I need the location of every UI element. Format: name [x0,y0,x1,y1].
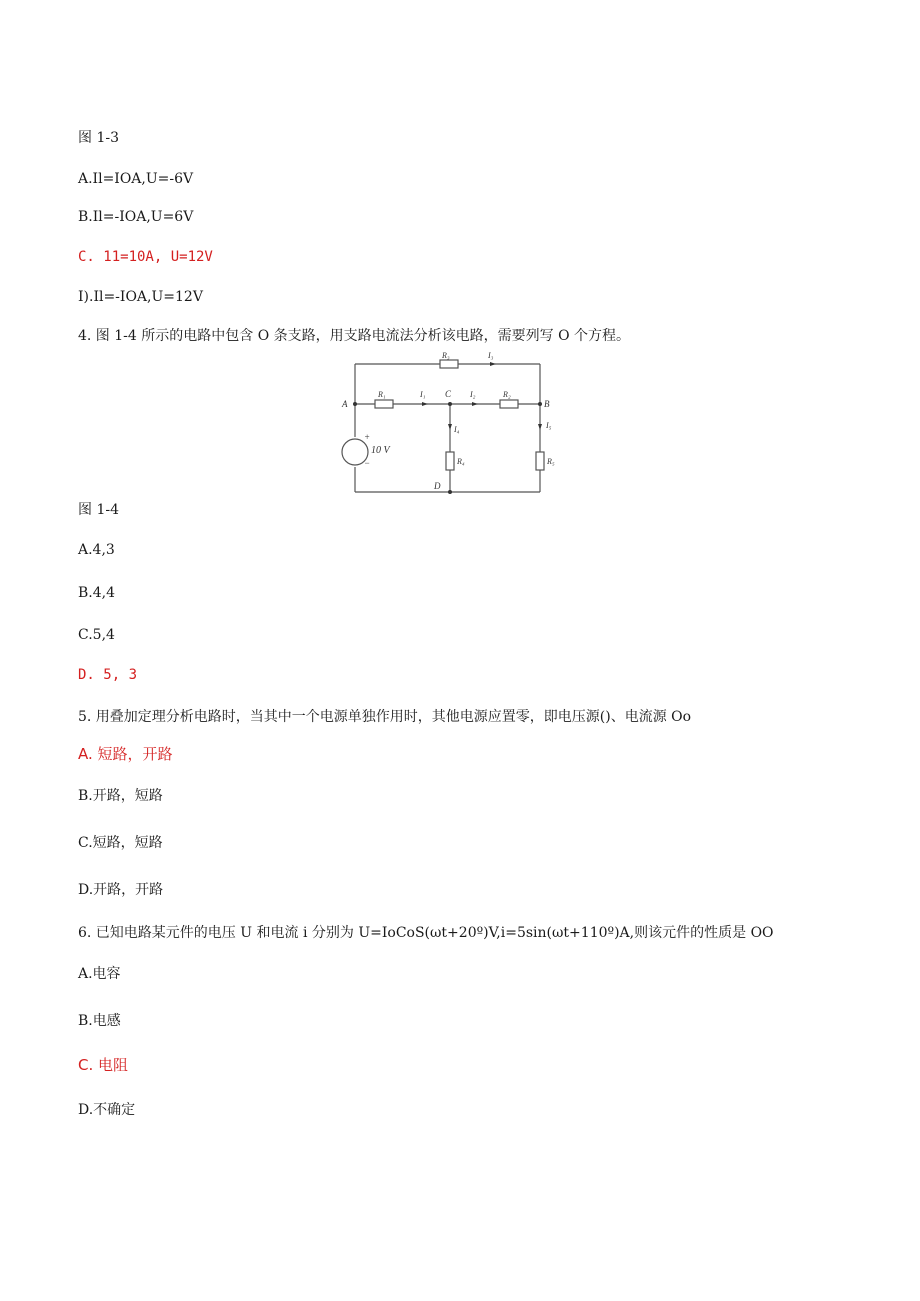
label-i1: I₁ [420,390,426,399]
q4-figure-caption: 图 1-4 [78,502,119,518]
label-r3: R₃ [442,352,450,360]
label-c: C [445,389,452,399]
node-a-dot [353,402,357,406]
arrow-i3 [490,362,496,366]
q6-option-b[interactable]: B.电感 [78,1013,121,1029]
label-r4: R₄ [457,457,465,466]
label-a: A [342,399,348,409]
label-d: D [434,481,441,491]
circuit-diagram-1-4 [330,352,560,497]
arrow-i4 [448,424,452,430]
label-r5: R₅ [547,457,555,466]
resistor-r3 [440,360,458,368]
label-minus: − [364,458,371,468]
label-plus: + [364,432,371,442]
q4-question: 4. 图 1-4 所示的电路中包含 O 条支路，用支路电流法分析该电路，需要列写 O 个方程。 [78,328,631,344]
q5-question: 5. 用叠加定理分析电路时，当其中一个电源单独作用时，其他电源应置零，即电压源()、电流源 Oo [78,709,692,725]
node-c-dot [448,402,452,406]
resistor-r1 [375,400,393,408]
label-i2: I₂ [470,390,476,399]
label-b: B [544,399,550,409]
q5-option-b[interactable]: B.开路，短路 [78,788,163,804]
node-b-dot [538,402,542,406]
label-r2: R₂ [503,390,511,399]
q3-option-d[interactable]: I).Il=-IOA,U=12V [78,289,203,305]
arrow-i1 [422,402,428,406]
q4-option-b[interactable]: B.4,4 [78,585,116,601]
label-r1: R₁ [378,390,386,399]
q4-option-a[interactable]: A.4,3 [78,542,115,558]
q6-question: 6. 已知电路某元件的电压 U 和电流 i 分别为 U=IoCoS(ωt+20º)V,i=5sin(ωt+110º)A,则该元件的性质是 OO [78,925,774,941]
q5-option-d[interactable]: D.开路，开路 [78,882,164,898]
q6-option-a[interactable]: A.电容 [78,966,121,982]
q6-option-d[interactable]: D.不确定 [78,1102,136,1118]
label-source: 10 V [371,445,390,456]
q3-option-b[interactable]: B.Il=-IOA,U=6V [78,209,194,225]
arrow-i5 [538,424,542,430]
q5-option-a[interactable]: A. 短路，开路 [78,745,173,763]
label-i4: I₄ [454,425,460,434]
q4-option-c[interactable]: C.5,4 [78,627,115,643]
q4-option-d[interactable]: D. 5, 3 [78,667,138,683]
label-i5: I₅ [546,421,552,430]
label-i3: I₃ [488,352,494,360]
q3-option-c[interactable]: C. 11=10A, U=12V [78,249,213,265]
arrow-i2 [472,402,478,406]
q3-option-a[interactable]: A.Il=IOA,U=-6V [78,171,194,187]
q6-option-c[interactable]: C. 电阻 [78,1056,129,1074]
resistor-r5 [536,452,544,470]
q5-option-c[interactable]: C.短路，短路 [78,835,163,851]
resistor-r2 [500,400,518,408]
resistor-r4 [446,452,454,470]
node-d-dot [448,490,452,494]
q3-figure-caption: 图 1-3 [78,130,119,146]
